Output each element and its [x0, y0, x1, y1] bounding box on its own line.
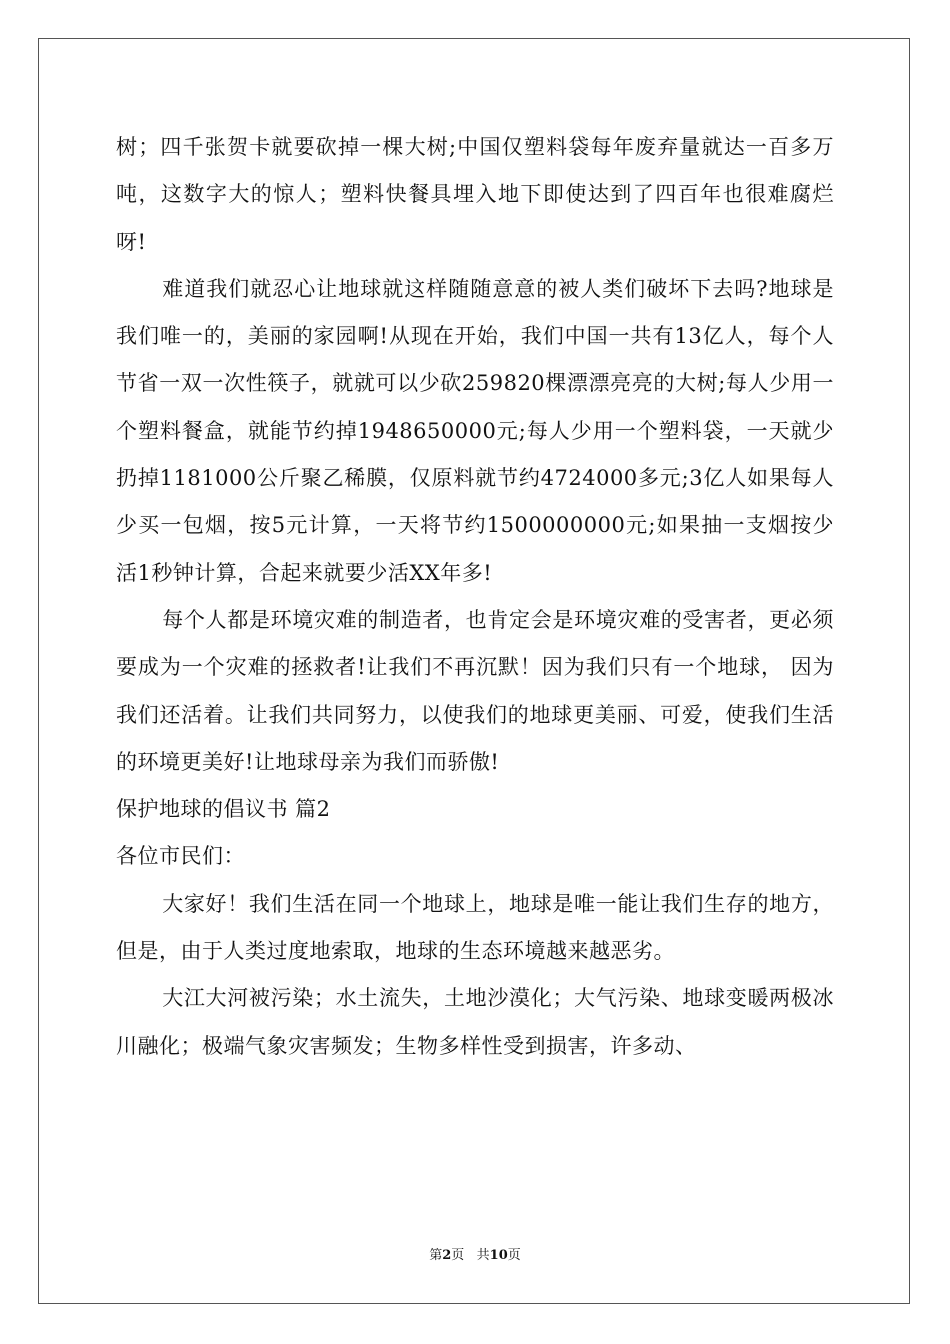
paragraph-call-to-action: 每个人都是环境灾难的制造者，也肯定会是环境灾难的受害者，更必须要成为一个灾难的拯救者!让我们不再沉默！因为我们只有一个地球， 因为我们还活着。让我们共同努力，以使我们的地球更美丽、可爱，使我们生活的环境更美好!让地球母亲为我们而骄傲! — [116, 607, 834, 774]
paragraph-problems: 大江大河被污染；水土流失，土地沙漠化；大气污染、地球变暖两极冰川融化；极端气象灾害频发；生物多样性受到损害，许多动、 — [116, 986, 834, 1058]
paragraph-greeting: 大家好！我们生活在同一个地球上，地球是唯一能让我们生存的地方，但是，由于人类过度地索取，地球的生态环境越来越恶劣。 — [116, 891, 834, 964]
page-footer — [0, 1244, 950, 1263]
footer-suffix: 页 — [507, 1248, 521, 1263]
footer-mid: 页 共 — [451, 1248, 490, 1263]
footer-prefix: 第 — [429, 1248, 443, 1263]
section-title: 保护地球的倡议书 篇2 — [116, 797, 331, 822]
salutation: 各位市民们： — [116, 844, 245, 869]
document-body — [116, 124, 834, 1070]
footer-page-number: 2 — [442, 1248, 452, 1263]
footer-total-pages: 10 — [489, 1248, 508, 1263]
paragraph-continued: 树；四千张贺卡就要砍掉一棵大树;中国仅塑料袋每年废弃量就达一百多万吨，这数字大的惊人；塑料快餐具埋入地下即使达到了四百年也很难腐烂呀! — [116, 135, 834, 254]
paragraph-statistics: 难道我们就忍心让地球就这样随随意意的被人类们破坏下去吗?地球是我们唯一的，美丽的家园啊!从现在开始，我们中国一共有13亿人，每个人节省一双一次性筷子，就就可以少砍259820棵漂漂亮亮的大树;每人少用一个塑料餐盒，就能节约掉1948650000元;每人少用一个塑料袋，一天就少扔掉1181000公斤聚乙稀膜，仅原料就节约4724000多元;3亿人如果每人少买一包烟，按5元计算，一天将节约1500000000元;如果抽一支烟按少活1秒钟计算，合起来就要少活XX年多! — [116, 276, 834, 585]
